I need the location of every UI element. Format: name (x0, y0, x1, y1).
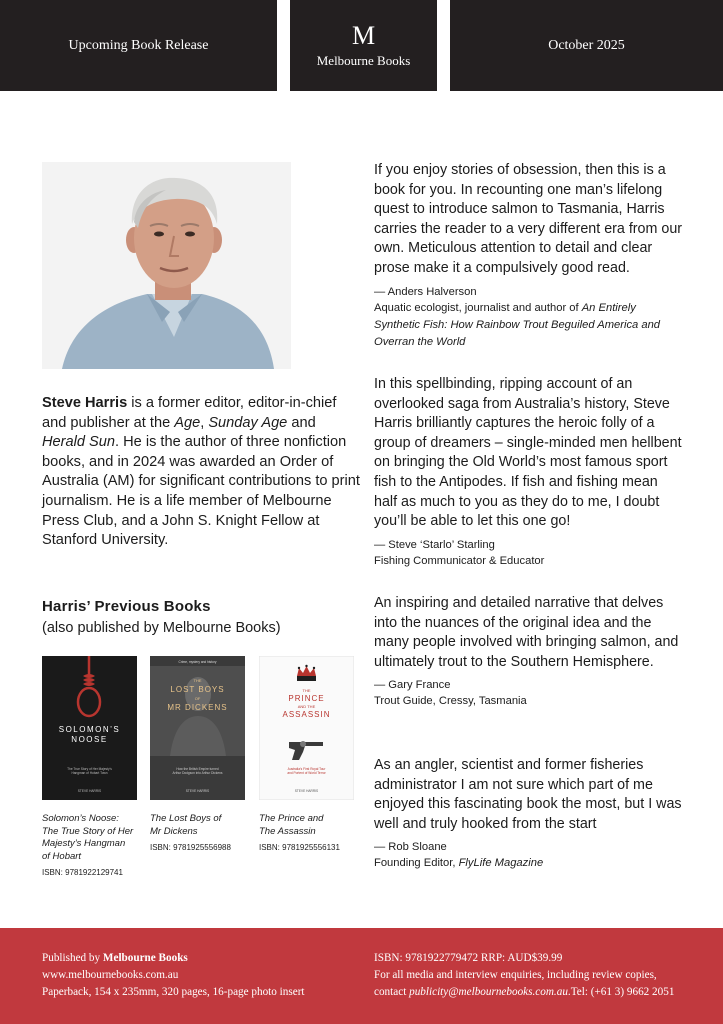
footer-enquiries: For all media and interview enquiries, including review copies, (374, 969, 657, 981)
book1-cover-title-1: SOLOMON’S (58, 725, 121, 734)
footer (0, 928, 723, 1024)
book2-caption-line-2: Mr Dickens (150, 825, 198, 837)
review-2 (374, 375, 684, 570)
book1-cover-sub-2: Hangman of Hobart Town (71, 771, 108, 775)
book1-caption-line-4: of Hobart (42, 850, 82, 862)
footer-contact-line (374, 984, 674, 1001)
book-cover-prince-assassin (259, 656, 354, 800)
book1-cover-author: STEVE HARRIS (77, 789, 102, 793)
review-quote: If you enjoy stories of obsession, then this is a book for you. In recounting one man’s lifelong quest to introduce salmon to Tasmania, Harris carries the reader to a very different era from our own. Meticulous attention to detail and clear prose make it a compulsively good read. (374, 162, 683, 276)
book3-cover-sub-1: Australia’s First Royal Tour (287, 767, 326, 771)
book2-cover-sub-1: How the British Empire turned (176, 767, 219, 771)
review-role: Fishing Communicator & Educator (374, 554, 545, 567)
review-4 (374, 756, 684, 872)
book3-cover-title-3: AND THE (297, 704, 316, 709)
book3-caption-line-2: The Assassin (259, 825, 316, 837)
author-bio (42, 394, 362, 551)
bio-and: and (287, 414, 316, 431)
footer-published-by: Published by (42, 952, 103, 964)
footer-publisher-name: Melbourne Books (102, 952, 188, 964)
book1-isbn: ISBN: 9781922129741 (42, 868, 123, 877)
bio-sunday-age: Sunday Age (208, 414, 288, 431)
review-quote: As an angler, scientist and former fisheries administrator I am not sure which part of me enjoyed this fascinating book the most, but I was well and truly hooked from the start (374, 757, 682, 832)
review-author: — Steve ‘Starlo’ Starling (374, 538, 495, 551)
footer-left (42, 950, 305, 1001)
previous-books-subtitle: (also published by Melbourne Books) (42, 620, 281, 636)
bio-herald-sun: Herald Sun (42, 434, 116, 451)
logo-letter: M (351, 20, 376, 50)
review-role-text: Aquatic ecologist, journalist and author of (374, 301, 582, 314)
book2-cover-title-1: THE (193, 678, 202, 683)
author-photo (42, 162, 291, 369)
footer-contact-label: contact (374, 986, 410, 998)
review-3 (374, 594, 684, 710)
header-release-label: Upcoming Book Release (68, 37, 209, 53)
header-date-box (450, 0, 723, 91)
footer-format: Paperback, 154 x 235mm, 320 pages, 16-page photo insert (42, 986, 305, 998)
book3-isbn: ISBN: 9781925556131 (259, 843, 340, 852)
review-author: — Rob Sloane (374, 841, 447, 854)
book2-cover-author: STEVE HARRIS (185, 789, 210, 793)
book2-cover-sub-2: Arthur Dodgson into Arthur Dickens (172, 771, 223, 775)
book1-caption-line-1: Solomon’s Noose: (42, 813, 119, 824)
author-name: Steve Harris (42, 395, 128, 411)
book3-cover-sub-2: and Portent of World Terror (287, 771, 326, 775)
book3-cover-title-1: THE (302, 688, 311, 693)
review-author: — Anders Halverson (374, 285, 477, 298)
review-role-book-title: An Entirely Synthetic Fish: How Rainbow Trout Beguiled America and Overran the World (374, 301, 661, 348)
header-date: October 2025 (548, 37, 625, 53)
review-role: Trout Guide, Cressy, Tasmania (374, 695, 527, 708)
bio-age: Age (174, 414, 201, 431)
footer-tel: .Tel: (+61 3) 9662 2051 (567, 986, 675, 998)
book2-isbn: ISBN: 9781925556988 (150, 843, 231, 852)
book2-cover-top: Crime, mystery and history (178, 660, 217, 664)
logo-name: Melbourne Books (316, 52, 411, 68)
footer-email-link[interactable]: publicity@melbournebooks.com.au (409, 986, 568, 998)
book2-cover-title-4: MR DICKENS (167, 703, 228, 712)
review-role-magazine: FlyLife Magazine (458, 857, 544, 870)
book1-cover-sub-1: The True Story of Her Majesty’s (67, 767, 112, 771)
review-role-text: Founding Editor, (374, 857, 459, 870)
bio-text-1: is a former editor, editor-in-chief and publisher at the (42, 395, 337, 431)
previous-books-title: Harris’ Previous Books (42, 598, 211, 615)
review-1 (374, 161, 684, 351)
book1-caption-line-3: Majesty’s Hangman (42, 838, 126, 849)
book2-caption-line-1: The Lost Boys of (150, 813, 222, 824)
book2-caption (150, 813, 255, 855)
book3-cover-title-4: ASSASSIN (282, 710, 331, 719)
book1-caption-line-2: The True Story of Her (42, 825, 134, 837)
book3-caption-line-1: The Prince and (259, 813, 324, 824)
footer-isbn-rrp: ISBN: 9781922779472 RRP: AUD$39.99 (374, 952, 563, 964)
book2-cover-title-2: LOST BOYS (170, 685, 225, 694)
bio-text-2: . He is the author of three nonfiction books, and in 2024 was awarded an Order of Australia (AM) for significant contributions to print journalism. He is a life member of Melbourne Press Club, and a John S. Knight Fellow at Stanford University. (42, 434, 360, 549)
book3-cover-author: STEVE HARRIS (294, 789, 319, 793)
book-cover-solomons-noose (42, 656, 137, 800)
header-logo-box (290, 0, 437, 91)
header-release-box (0, 0, 277, 91)
book1-cover-title-2: NOOSE (71, 735, 108, 744)
review-author: — Gary France (374, 679, 451, 692)
review-role (374, 300, 684, 351)
book3-caption (259, 813, 364, 855)
book1-caption (42, 813, 147, 880)
footer-right (374, 950, 674, 1001)
footer-website-link[interactable]: www.melbournebooks.com.au (42, 969, 179, 981)
book-cover-lost-boys (150, 656, 245, 800)
review-role (374, 855, 684, 872)
footer-publisher-line (42, 950, 305, 967)
book2-cover-title-3: OF (194, 696, 201, 701)
review-quote: In this spellbinding, ripping account of an overlooked saga from Australia’s history, Steve Harris brilliantly captures the heroic folly of a group of dreamers – single-minded men hellbent on bringing the Old World’s most famous sport fish to the Antipodes. If fish and fishing mean half as much to you as they do to me, I doubt you’ll be able to let this one go! (374, 376, 682, 530)
review-quote: An inspiring and detailed narrative that delves into the nuances of the original idea and the many people involved with bringing salmon, and ultimately trout to the Southern Hemisphere. (374, 595, 679, 670)
book3-cover-title-2: PRINCE (288, 694, 325, 703)
bio-comma: , (200, 414, 209, 431)
